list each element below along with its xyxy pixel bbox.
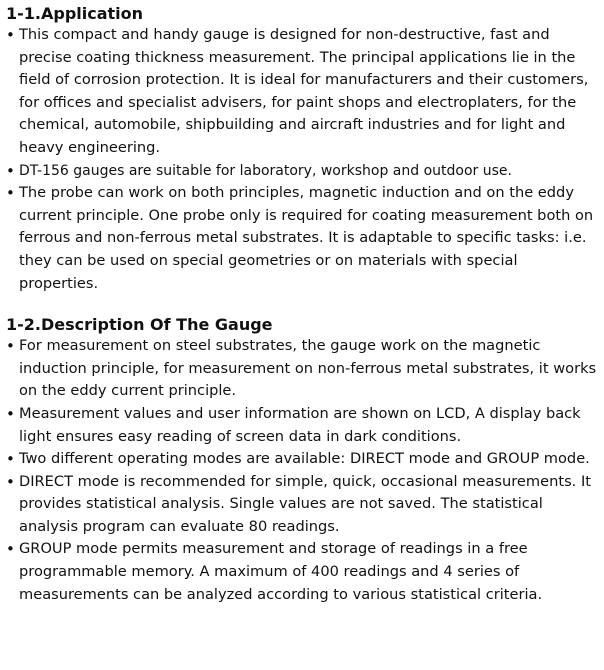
bullet-item: • DIRECT mode is recommended for simple, quick, occasional measurements. It provides statistical analysis. Single values are not saved. The statistical analysis program can evaluate 80 readings. bbox=[6, 471, 598, 539]
bullet-item: • This compact and handy gauge is designed for non-destructive, fast and precise coating thickness measurement. The principal applications lie in the field of corrosion protection. It is ideal for manufacturers and their customers, for offices and specialist advisers, for paint shops and electroplaters, for the chemical, automobile, shipbuilding and aircraft industries and for light and heavy engineering. bbox=[6, 24, 598, 160]
bullet-item: • GROUP mode permits measurement and storage of readings in a free programmable memory. A maximum of 400 readings and 4 series of measurements can be analyzed according to various statistical criteria. bbox=[6, 538, 598, 606]
description-section bbox=[6, 315, 598, 606]
bullet-item: • Measurement values and user information are shown on LCD, A display back light ensures easy reading of screen data in dark conditions. bbox=[6, 403, 598, 448]
bullet-item: • For measurement on steel substrates, the gauge work on the magnetic induction principle, for measurement on non-ferrous metal substrates, it works on the eddy current principle. bbox=[6, 335, 598, 403]
application-section bbox=[6, 4, 598, 295]
bullet-item: • DT-156 gauges are suitable for laboratory, workshop and outdoor use. bbox=[6, 160, 598, 183]
bullet-item: • The probe can work on both principles, magnetic induction and on the eddy current principle. One probe only is required for coating measurement both on ferrous and non-ferrous metal substrates. It is adaptable to specific tasks: i.e. they can be used on special geometries or on materials with special properties. bbox=[6, 182, 598, 295]
description-bullet-list bbox=[6, 335, 598, 606]
bullet-item: • Two different operating modes are available: DIRECT mode and GROUP mode. bbox=[6, 448, 598, 471]
section-title-application: 1-1.Application bbox=[6, 4, 144, 23]
section-spacer bbox=[6, 295, 598, 315]
section-title-description: 1-2.Description Of The Gauge bbox=[6, 315, 273, 335]
application-bullet-list bbox=[6, 24, 598, 295]
